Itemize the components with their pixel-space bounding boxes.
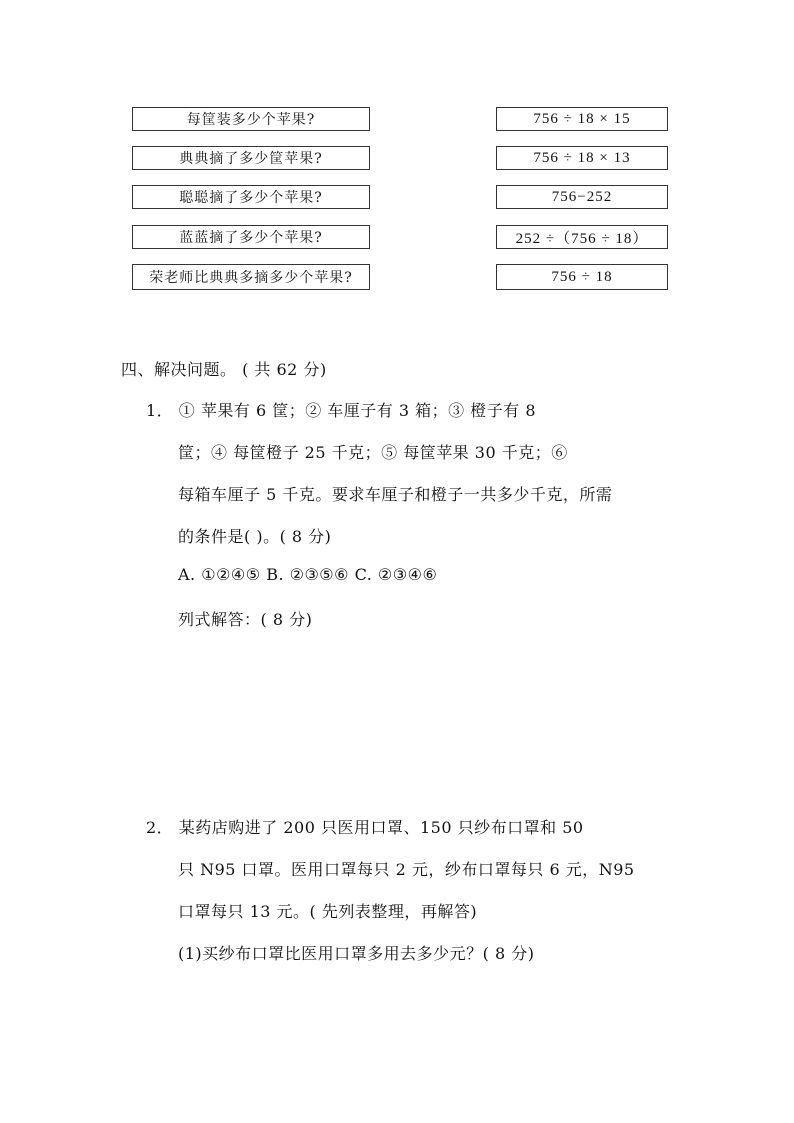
match-left-box-4 <box>132 225 370 249</box>
q1-options: A. ①②④⑤ B. ②③⑤⑥ C. ②③④⑥ <box>178 565 438 584</box>
q1-line-1: 1． ① 苹果有 6 筐；② 车厘子有 3 箱；③ 橙子有 8 <box>146 401 536 420</box>
match-left-text: 聪聪摘了多少个苹果? <box>179 190 323 206</box>
q2-subquestion-1: (1)买纱布口罩比医用口罩多用去多少元？( 8 分) <box>178 944 535 963</box>
section-title: 四、解决问题。 ( 共 62 分) <box>121 360 327 379</box>
match-right-box-1 <box>496 107 668 131</box>
match-right-text: 756 ÷ 18 × 15 <box>533 110 631 127</box>
q2-line-1: 2． 某药店购进了 200 只医用口罩、150 只纱布口罩和 50 <box>146 818 584 837</box>
match-right-text: 756−252 <box>551 188 613 205</box>
match-right-text: 756 ÷ 18 × 13 <box>533 149 631 166</box>
match-left-box-5 <box>132 264 370 290</box>
match-right-text: 756 ÷ 18 <box>551 268 613 285</box>
match-left-text: 每筐装多少个苹果? <box>186 112 316 128</box>
match-left-text: 典典摘了多少筐苹果? <box>179 151 323 167</box>
match-right-text: 252 ÷（756 ÷ 18） <box>515 230 649 247</box>
match-left-text: 蓝蓝摘了多少个苹果? <box>179 230 323 246</box>
match-left-text: 荣老师比典典多摘多少个苹果? <box>149 270 353 286</box>
q1-answer-prompt: 列式解答：( 8 分) <box>178 610 313 629</box>
q2-line-3: 口罩每只 13 元。( 先列表整理，再解答) <box>178 902 478 921</box>
q1-line-2: 筐；④ 每筐橙子 25 千克；⑤ 每筐苹果 30 千克；⑥ <box>178 443 568 462</box>
match-left-box-1 <box>132 107 370 131</box>
match-right-box-2 <box>496 146 668 170</box>
q2-line-2: 只 N95 口罩。医用口罩每只 2 元，纱布口罩每只 6 元，N95 <box>178 860 635 879</box>
match-right-box-5 <box>496 264 668 290</box>
match-left-box-2 <box>132 146 370 170</box>
match-right-box-4 <box>496 225 668 249</box>
q1-line-3: 每箱车厘子 5 千克。要求车厘子和橙子一共多少千克，所需 <box>178 485 613 504</box>
match-right-box-3 <box>496 185 668 209</box>
match-left-box-3 <box>132 185 370 209</box>
q1-line-4: 的条件是( )。( 8 分) <box>178 527 332 546</box>
